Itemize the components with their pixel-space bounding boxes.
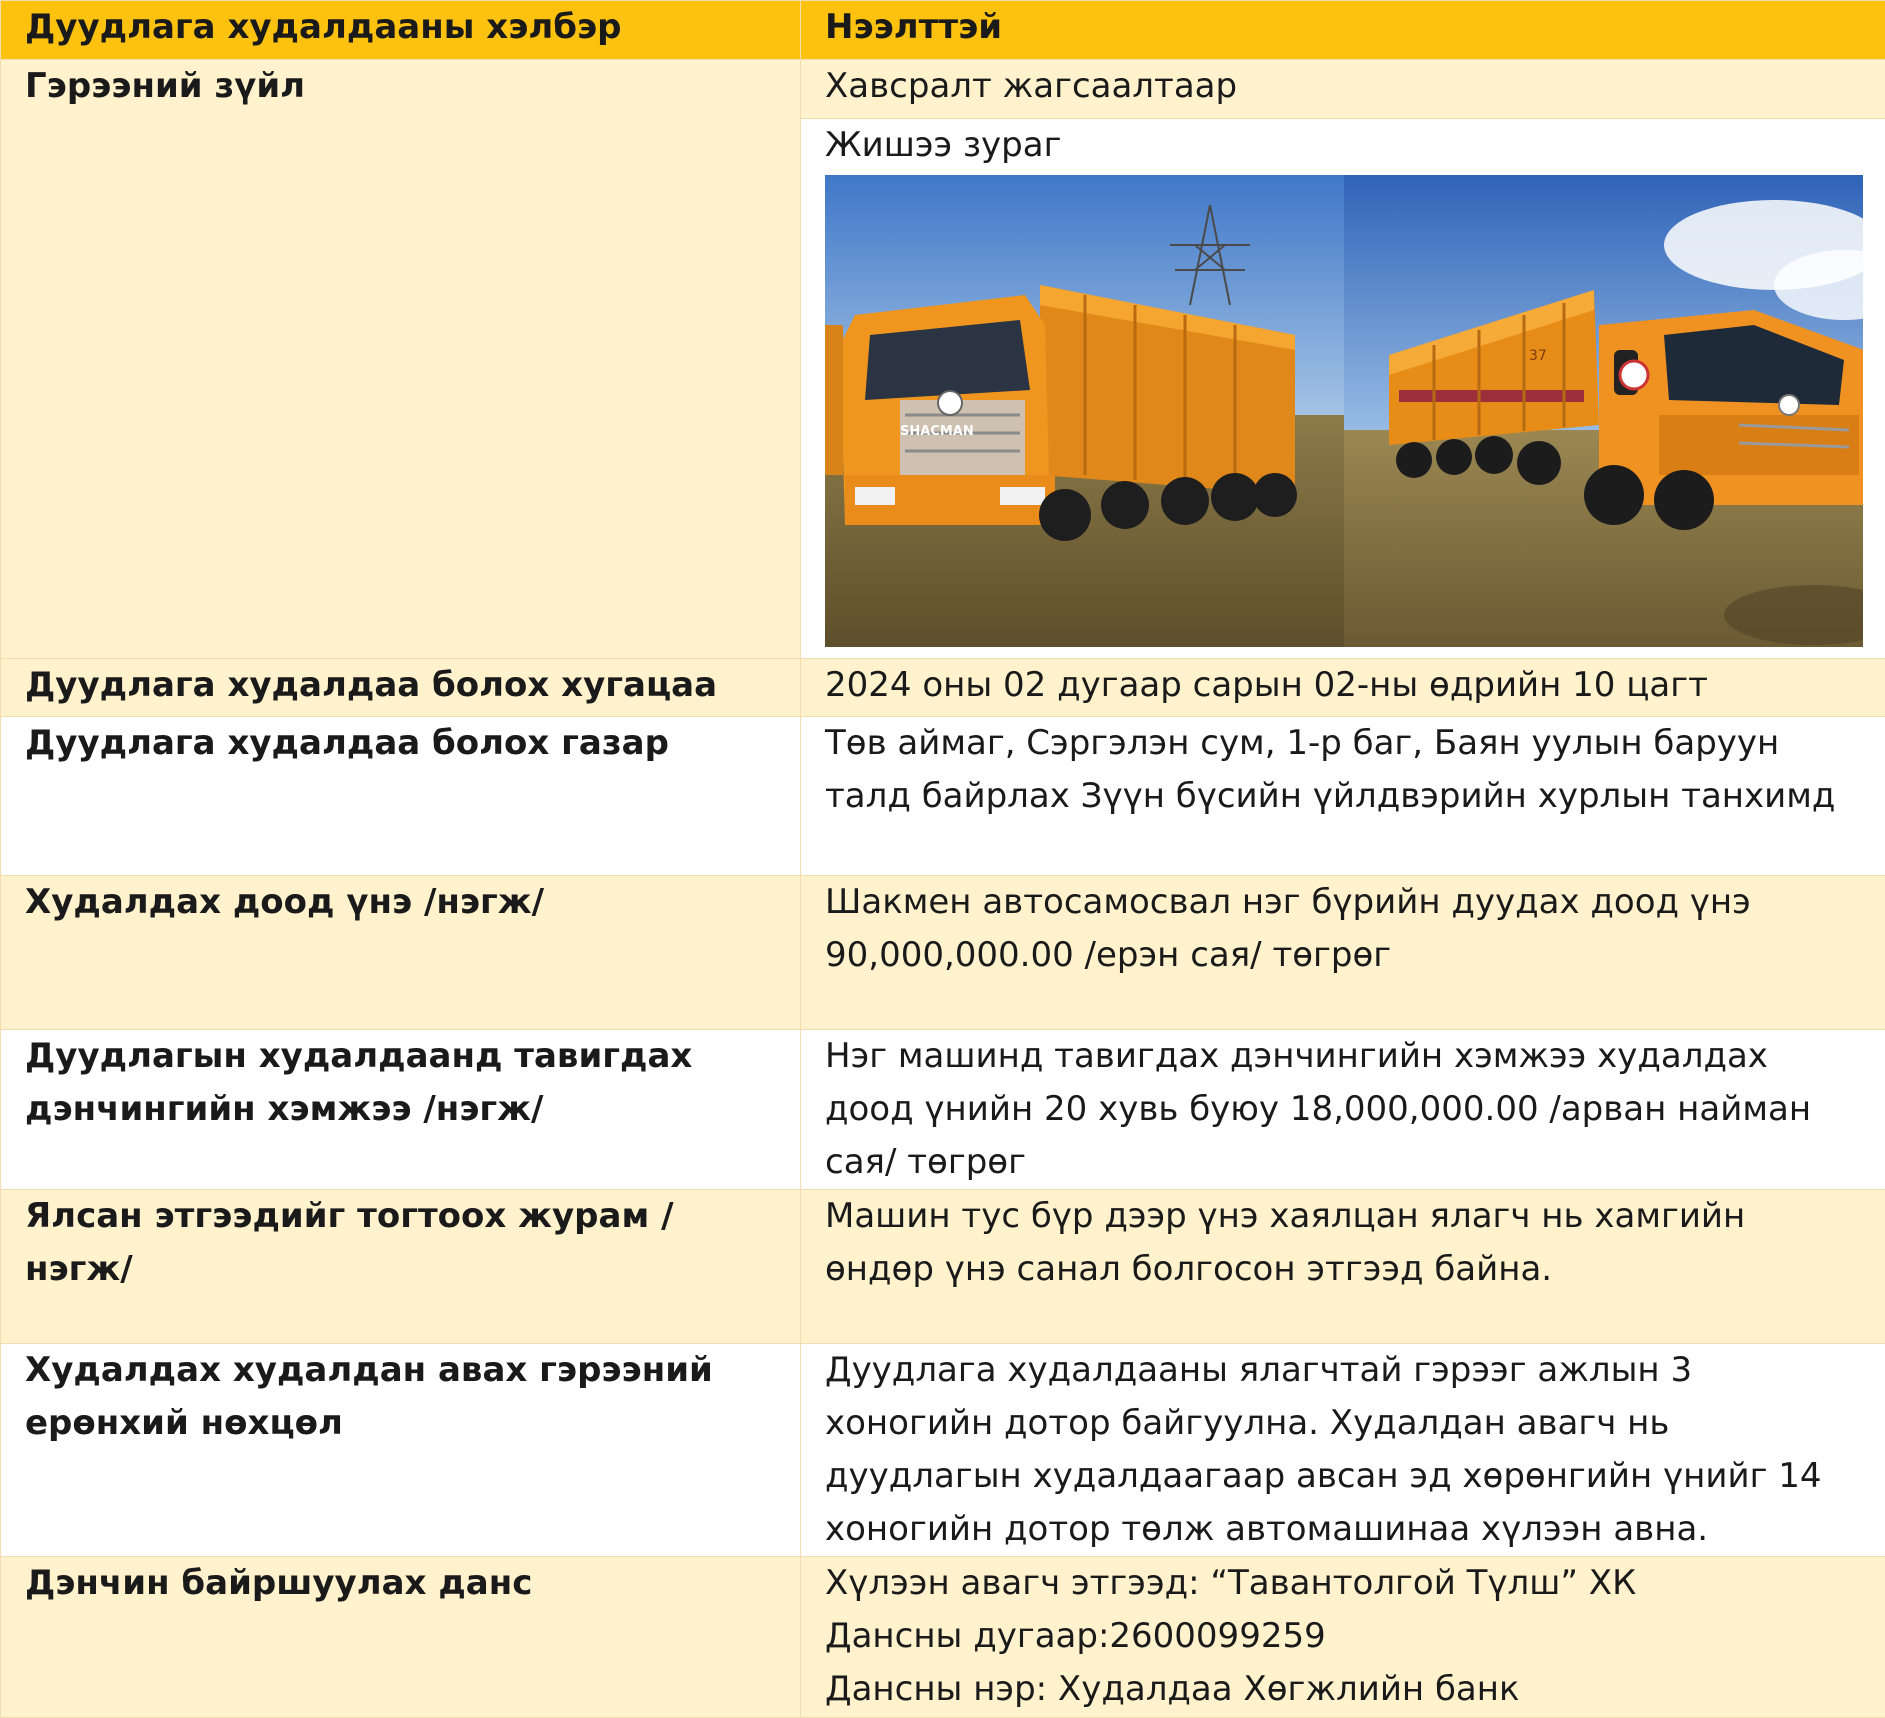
row-label: Дэнчин байршуулах данс <box>1 1557 801 1718</box>
truck-brand-text: SHACMAN <box>900 424 974 439</box>
row-label: Гэрээний зүйл <box>1 60 801 659</box>
truck-photo-front <box>825 175 1344 647</box>
account-number: Дансны дугаар:2600099259 <box>825 1610 1863 1663</box>
row-value <box>801 1557 1885 1718</box>
row-label: Дуудлагын худалдаанд тавигдах дэнчингийн хэмжээ /нэгж/ <box>1 1030 801 1190</box>
row-label: Худалдах доод үнэ /нэгж/ <box>1 876 801 1030</box>
row-value: Төв аймаг, Сэргэлэн сум, 1-р баг, Баян уулын баруун талд байрлах Зүүн бүсийн үйлдвэрийн хурлын танхимд <box>801 717 1885 876</box>
row-value: Нэг машинд тавигдах дэнчингийн хэмжээ худалдах доод үнийн 20 хувь буюу 18,000,000.00 /арван найман сая/ төгрөг <box>801 1030 1885 1190</box>
table-row <box>1 60 1885 119</box>
truck-number-text: 37 <box>1529 348 1547 364</box>
truck-photos <box>825 175 1863 647</box>
row-value: Хавсралт жагсаалтаар <box>801 60 1885 119</box>
table-row <box>1 659 1885 717</box>
account-recipient: Хүлээн авагч этгээд: “Тавантолгой Түлш” ХК <box>825 1557 1863 1610</box>
table-row <box>1 876 1885 1030</box>
row-label: Дуудлага худалдаа болох газар <box>1 717 801 876</box>
sample-photo-label: Жишээ зураг <box>825 119 1863 169</box>
table-row <box>1 1190 1885 1344</box>
sample-photo-cell <box>801 119 1885 659</box>
truck-photo-side <box>1344 175 1863 647</box>
table-row <box>1 717 1885 876</box>
row-value: 2024 оны 02 дугаар сарын 02-ны өдрийн 10 цагт <box>801 659 1885 717</box>
table-row <box>1 1344 1885 1557</box>
row-value: Шакмен автосамосвал нэг бүрийн дуудах доод үнэ 90,000,000.00 /ерэн сая/ төгрөг <box>801 876 1885 1030</box>
row-label: Худалдах худалдан авах гэрээний ерөнхий нөхцөл <box>1 1344 801 1557</box>
row-value: Машин тус бүр дээр үнэ хаялцан ялагч нь хамгийн өндөр үнэ санал болгосон этгээд байна. <box>801 1190 1885 1344</box>
header-value: Нээлттэй <box>801 1 1885 60</box>
table-row <box>1 1030 1885 1190</box>
row-value: Дуудлага худалдааны ялагчтай гэрээг ажлын 3 хоногийн дотор байгуулна. Худалдан авагч нь дуудлагын худалдаагаар авсан эд хөрөнгийн үнийг 14 хоногийн дотор төлж автомашинаа хүлээн авна. <box>801 1344 1885 1557</box>
table-header-row <box>1 1 1885 60</box>
row-label: Дуудлага худалдаа болох хугацаа <box>1 659 801 717</box>
account-name: Дансны нэр: Худалдаа Хөгжлийн банк <box>825 1663 1863 1716</box>
row-label: Ялсан этгээдийг тогтоох журам /нэгж/ <box>1 1190 801 1344</box>
table-row <box>1 1557 1885 1718</box>
header-label: Дуудлага худалдааны хэлбэр <box>1 1 801 60</box>
